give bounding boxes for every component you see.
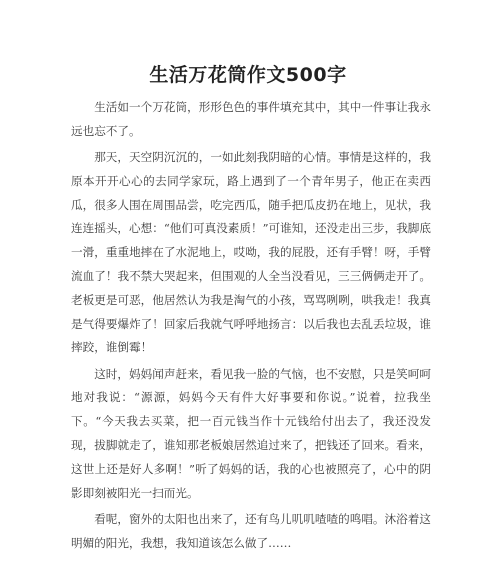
paragraph: 这时，妈妈闻声赶来，看见我一脸的气恼，也不安慰，只是笑呵呵地对我说：“源源，妈妈今天有件大好事要和你说。”说着，拉我坐下。“今天我去买菜，把一百元钱当作十元钱给付出去了，我还没发现，拔脚就走了，谁知那老板娘居然追过来了，把钱还了回来。看来，这世上还是好人多啊！”听了妈妈的话，我的心也被照亮了，心中的阴影即刻被阳光一扫而光。 [71, 366, 431, 500]
paragraph: 那天，天空阴沉沉的，一如此刻我阴暗的心情。事情是这样的，我原本开开心心的去同学家玩，路上遇到了一个青年男子，他正在卖西瓜，很多人围在周围品尝，吃完西瓜，随手把瓜皮扔在地上，见状，我连连摇头，心想：“他们可真没素质！”可谁知，还没走出三步，我脚底一滑，重重地摔在了水泥地上，哎呦，我的屁股，还有手臂！呀，手臂流血了！我不禁大哭起来，但围观的人全当没看见，三三俩俩走开了。老板更是可恶，他居然认为我是淘气的小孩，骂骂咧咧，哄我走！我真是气得要爆炸了！回家后我就气呼呼地扬言：以后我也去乱丢垃圾，谁摔跤，谁倒霉！ [71, 149, 431, 355]
paragraph: 看呢，窗外的太阳也出来了，还有鸟儿叽叽喳喳的鸣唱。沐浴着这明媚的阳光，我想，我知道该怎么做了…… [71, 511, 431, 550]
paragraph: 生活如一个万花筒，形形色色的事件填充其中，其中一件事让我永远也忘不了。 [71, 100, 431, 138]
article-body [71, 96, 431, 558]
article-title: 生活万花筒作文500字 [149, 64, 347, 86]
